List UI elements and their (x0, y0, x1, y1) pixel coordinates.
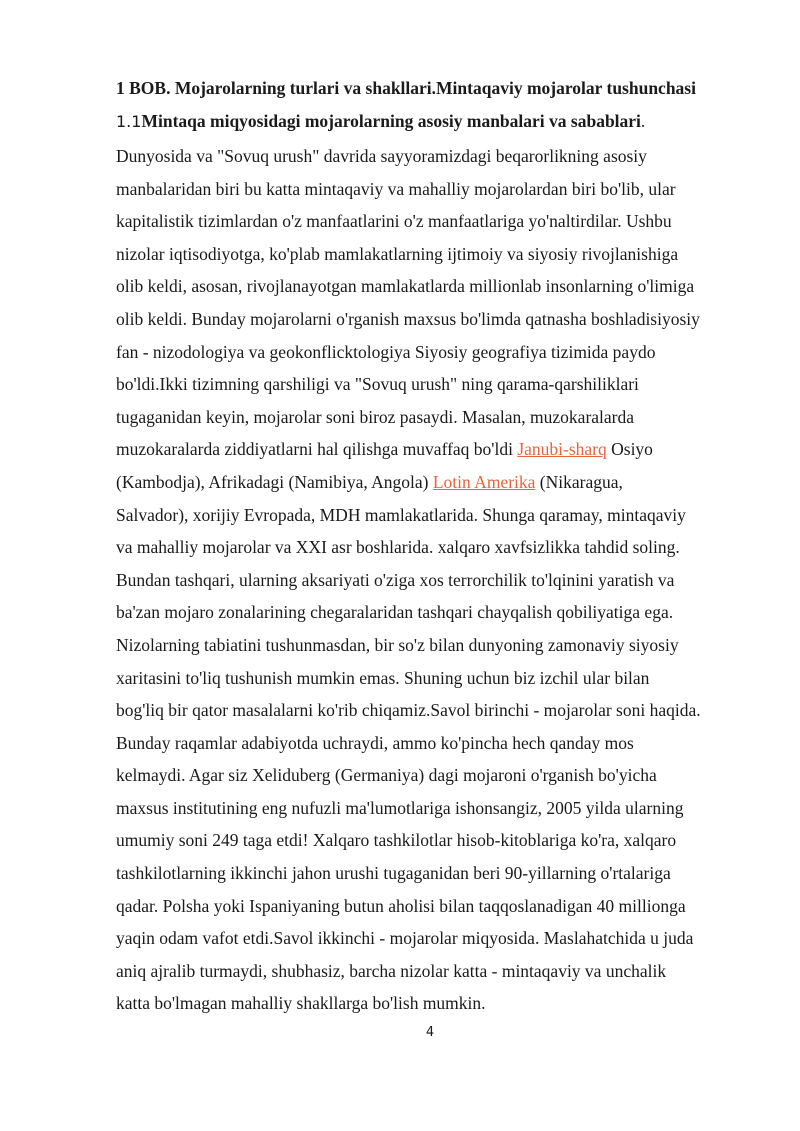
text-line: tugaganidan keyin, mojarolar soni biroz pasaydi. Masalan, muzokaralarda (116, 406, 635, 427)
text-line: Dunyosida va "Sovuq urush" davrida sayyoramizdagi beqarorlikning asosiy (116, 146, 647, 166)
text-line: katta bo'lmagan mahalliy shakllarga bo'lish mumkin. (116, 993, 486, 1014)
text-line: manbalaridan biri bu katta mintaqaviy va mahalliy mojarolardan biri bo'lib, ular (116, 178, 676, 199)
text-line-with-link (116, 433, 756, 466)
chapter-heading: 1 BOB. Mojarolarning turlari va shakllari.Mintaqaviy mojarolar tushunchasi (116, 78, 696, 98)
body-text (116, 140, 756, 1020)
line-text: (Nikaragua, (535, 471, 623, 492)
text-line: tashkilotlarning ikkinchi jahon urushi tugaganidan beri 90-yillarning o'rtalariga (116, 863, 671, 884)
text-line: kapitalistik tizimlardan o'z manfaatlarini o'z manfaatlariga yo'naltirdilar. Ushbu (116, 211, 672, 232)
text-line: aniq ajralib turmaydi, shubhasiz, barcha nizolar katta - mintaqaviy va unchalik (116, 960, 667, 981)
text-line: Bunday raqamlar adabiyotda uchraydi, ammo ko'pincha hech qanday mos (116, 732, 634, 753)
text-line: va mahalliy mojarolar va XXI asr boshlarida. xalqaro xavfsizlikka tahdid soling. (116, 537, 680, 558)
section-title: Mintaqa miqyosidagi mojarolarning asosiy manbalari va sabablari (141, 111, 641, 131)
text-line: kelmaydi. Agar siz Xeliduberg (Germaniya) dagi mojaroni o'rganish bo'yicha (116, 765, 657, 786)
text-line: Bundan tashqari, ularning aksariyati o'ziga xos terrorchilik to'lqinini yaratish va (116, 569, 675, 590)
line-text: (Kambodja), Afrikadagi (Namibiya, Angola) (116, 471, 433, 492)
text-line: Salvador), xorijiy Evropada, MDH mamlakatlarida. Shunga qaramay, mintaqaviy (116, 504, 686, 525)
text-line: umumiy soni 249 taga etdi! Xalqaro tashkilotlar hisob-kitoblariga ko'ra, xalqaro (116, 830, 677, 851)
page-number: 4 (425, 1025, 435, 1040)
line-text: Osiyo (606, 439, 653, 460)
section-number: 1.1 (116, 112, 142, 131)
text-line: olib keldi. Bunday mojarolarni o'rganish maxsus bo'limda qatnasha boshladisiyosiy (116, 308, 700, 329)
text-line: xaritasini to'liq tushunish mumkin emas. Shuning uchun biz izchil ular bilan (116, 667, 650, 688)
section-title-end: . (640, 111, 646, 131)
text-line: yaqin odam vafot etdi.Savol ikkinchi - mojarolar miqyosida. Maslahatchida u juda (116, 928, 694, 949)
link-janubi-sharq[interactable]: Janubi-sharq (517, 439, 607, 460)
link-lotin-amerika[interactable]: Lotin Amerika (432, 471, 536, 492)
text-line: nizolar iqtisodiyotga, ko'plab mamlakatlarning ijtimoiy va siyosiy rivojlanishiga (116, 243, 679, 264)
text-line: qadar. Polsha yoki Ispaniyaning butun aholisi bilan taqqoslanadigan 40 millionga (116, 895, 686, 916)
section-heading (116, 109, 756, 134)
text-line: olib keldi, asosan, rivojlanayotgan mamlakatlarda millionlab insonlarning o'limiga (116, 276, 695, 297)
text-line-with-link (116, 466, 756, 499)
line-text: muzokaralarda ziddiyatlarni hal qilishga muvaffaq bo'ldi (116, 439, 518, 460)
text-line: ba'zan mojaro zonalarining chegaralaridan tashqari chayqalish qobiliyatiga ega. (116, 602, 674, 623)
text-line: bog'liq bir qator masalalarni ko'rib chiqamiz.Savol birinchi - mojarolar soni haqida. (116, 700, 701, 721)
text-line: Nizolarning tabiatini tushunmasdan, bir so'z bilan dunyoning zamonaviy siyosiy (116, 634, 679, 655)
text-line: fan - nizodologiya va geokonflicktologiya Siyosiy geografiya tizimida paydo (116, 341, 656, 362)
text-line: bo'ldi.Ikki tizimning qarshiligi va "Sovuq urush" ning qarama-qarshiliklari (116, 374, 639, 395)
text-line: maxsus institutining eng nufuzli ma'lumotlariga ishonsangiz, 2005 yilda ularning (116, 797, 684, 818)
